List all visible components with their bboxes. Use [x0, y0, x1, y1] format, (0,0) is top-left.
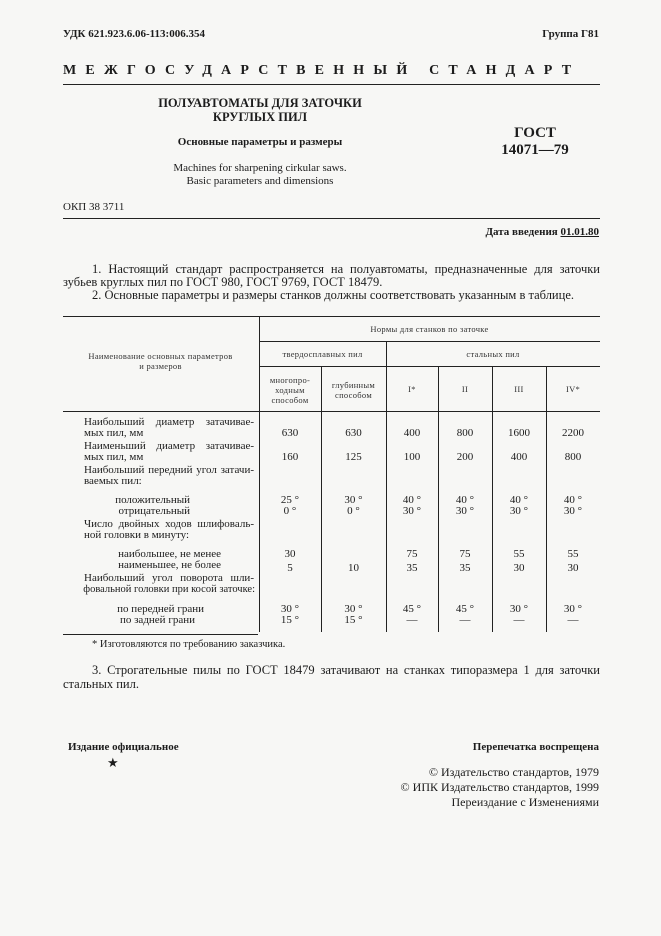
paragraph-2: 2. Основные параметры и размеры станков должны соответствовать указанным в таблице.	[92, 288, 574, 302]
table-cell: 30 °	[344, 603, 363, 615]
title-line2: КРУГЛЫХ ПИЛ	[212, 110, 308, 124]
table-cell: 40 °	[455, 494, 475, 506]
paragraph-3-line1: 3. Строгательные пилы по ГОСТ 18479 затачивают на станках типоразмера 1 для заточки	[92, 663, 600, 677]
standard-banner: МЕЖГОСУДАРСТВЕННЫЙ СТАНДАРТ	[63, 63, 581, 78]
subtitle: Основные параметры и размеры	[177, 136, 343, 148]
size-header-2: II	[461, 384, 469, 394]
english-title-line1: Machines for sharpening cirkular saws.	[173, 162, 347, 174]
reprint-notice: Перепечатка воспрещена	[472, 741, 599, 753]
intro-date	[485, 226, 599, 238]
paragraph-1-line2: зубьев круглых пил по ГОСТ 980, ГОСТ 9769, ГОСТ 18479.	[63, 275, 383, 289]
table-cell: 40 °	[509, 494, 529, 506]
size-header-3: III	[514, 384, 524, 394]
paragraph-1-line1: 1. Настоящий стандарт распространяется на полуавтоматы, предназначенные для заточки	[92, 262, 600, 276]
steel-saws-header: стальных пил	[466, 349, 520, 359]
row-label: Наибольший диаметр затачивае-	[84, 416, 254, 428]
intro-date-label: Дата введения	[485, 226, 558, 238]
row-label: Число двойных ходов шлифоваль-	[84, 518, 254, 530]
table-norms-rule	[259, 341, 600, 342]
official-edition: Издание официальное	[68, 741, 179, 753]
table-cell: 40 °	[402, 494, 422, 506]
table-cell: 30 °	[280, 603, 300, 615]
group-code: Группа Г81	[542, 28, 599, 40]
intro-date-value: 01.01.80	[560, 226, 599, 238]
table-cell: 35	[406, 562, 418, 574]
multipass-header-line1: многопро-	[269, 375, 311, 385]
multipass-header-line2: ходным	[275, 385, 305, 395]
star-mark: ★	[107, 755, 119, 770]
table-cell: —	[459, 614, 471, 626]
carbide-saws-header: твердосплавных пил	[282, 349, 363, 359]
param-col-header-line2: и размеров	[139, 361, 182, 371]
table-cell: 75	[406, 548, 418, 560]
table-cell: 0 °	[347, 505, 360, 517]
table-cell: 0 °	[283, 505, 297, 517]
row-label: по передней грани	[117, 603, 204, 615]
table-cell: 30 °	[509, 505, 529, 517]
table-col-divider	[259, 316, 260, 632]
table-cell: 15 °	[280, 614, 300, 626]
table-group-rule	[259, 366, 600, 367]
row-label: по задней грани	[119, 614, 195, 626]
row-label: Наибольший передний угол затачи-	[84, 464, 254, 476]
table-cell: 1600	[508, 427, 530, 439]
table-cell: 30	[513, 562, 525, 574]
table-header-bottom-rule	[63, 411, 600, 412]
param-col-header-line1: Наименование основных параметров	[88, 351, 233, 361]
table-cell: 75	[459, 548, 471, 560]
table-cell: 55	[513, 548, 525, 560]
deep-header-line2: способом	[335, 390, 372, 400]
row-label: Наибольший угол поворота шли-	[84, 572, 254, 584]
table-cell: 30 °	[344, 494, 363, 506]
table-cell: 45 °	[402, 603, 422, 615]
row-label: фовальной головки при косой заточке:	[83, 584, 255, 595]
table-cell: 15 °	[344, 614, 363, 626]
copyright-1999: © ИПК Издательство стандартов, 1999	[400, 780, 599, 794]
table-cell: 30	[284, 548, 296, 560]
table-cell: 30 °	[563, 603, 583, 615]
table-footnote: * Изготовляются по требованию заказчика.	[92, 639, 286, 650]
table-cell: 630	[281, 427, 299, 439]
table-cell: 30 °	[509, 603, 529, 615]
norms-header: Нормы для станков по заточке	[370, 324, 489, 334]
copyright-1979: © Издательство стандартов, 1979	[428, 765, 599, 779]
row-label: Наименьший диаметр затачивае-	[84, 440, 254, 452]
size-header-1: I*	[408, 384, 416, 394]
english-title-line2: Basic parameters and dimensions	[186, 175, 334, 187]
table-cell: 2200	[562, 427, 584, 439]
reissue-note: Переиздание с Изменениями	[451, 795, 599, 809]
table-cell: 55	[567, 548, 579, 560]
header-rule	[63, 84, 600, 85]
table-cell: 630	[345, 427, 362, 439]
table-cell: 125	[345, 451, 362, 463]
table-cell: 160	[281, 451, 299, 463]
table-cell: —	[513, 614, 525, 626]
table-cell: 35	[459, 562, 471, 574]
table-top-rule	[63, 316, 600, 317]
table-cell: 100	[403, 451, 421, 463]
udk-code: УДК 621.923.6.06-113:006.354	[63, 28, 205, 40]
table-cell: 800	[456, 427, 474, 439]
row-label: отрицательный	[118, 505, 190, 517]
row-label: положительный	[115, 494, 190, 506]
row-label: наименьшее, не более	[118, 559, 221, 571]
okp-code: ОКП 38 3711	[63, 201, 125, 213]
multipass-header-line3: способом	[271, 395, 309, 405]
gost-number: 14071—79	[501, 142, 569, 158]
row-label: наибольшее, не менее	[118, 548, 221, 560]
table-cell: 800	[564, 451, 582, 463]
table-cell: 5	[287, 562, 293, 574]
gost-label: ГОСТ	[514, 125, 556, 141]
row-label: мых пил, мм	[84, 427, 144, 439]
table-bottom-rule	[63, 634, 258, 635]
table-cell: 25 °	[280, 494, 300, 506]
row-label: ной головки в минуту:	[84, 529, 190, 541]
table-cell: —	[567, 614, 579, 626]
table-cell: 30 °	[455, 505, 475, 517]
table-cell: 30 °	[402, 505, 422, 517]
table-cell: 30	[567, 562, 579, 574]
table-cell: —	[406, 614, 418, 626]
title-line1: ПОЛУАВТОМАТЫ ДЛЯ ЗАТОЧКИ	[158, 96, 362, 110]
table-cell: 30 °	[563, 505, 583, 517]
paragraph-3-line2: стальных пил.	[63, 677, 139, 691]
title-rule	[63, 218, 600, 219]
row-label: ваемых пил:	[84, 475, 142, 487]
table-cell: 400	[510, 451, 528, 463]
table-cell: 10	[348, 562, 359, 574]
row-label: мых пил, мм	[84, 451, 144, 463]
table-cell: 45 °	[455, 603, 475, 615]
deep-header-line1: глубинным	[331, 380, 376, 390]
size-header-4: IV*	[565, 384, 581, 394]
table-cell: 40 °	[563, 494, 583, 506]
table-cell: 200	[456, 451, 474, 463]
table-cell: 400	[403, 427, 421, 439]
